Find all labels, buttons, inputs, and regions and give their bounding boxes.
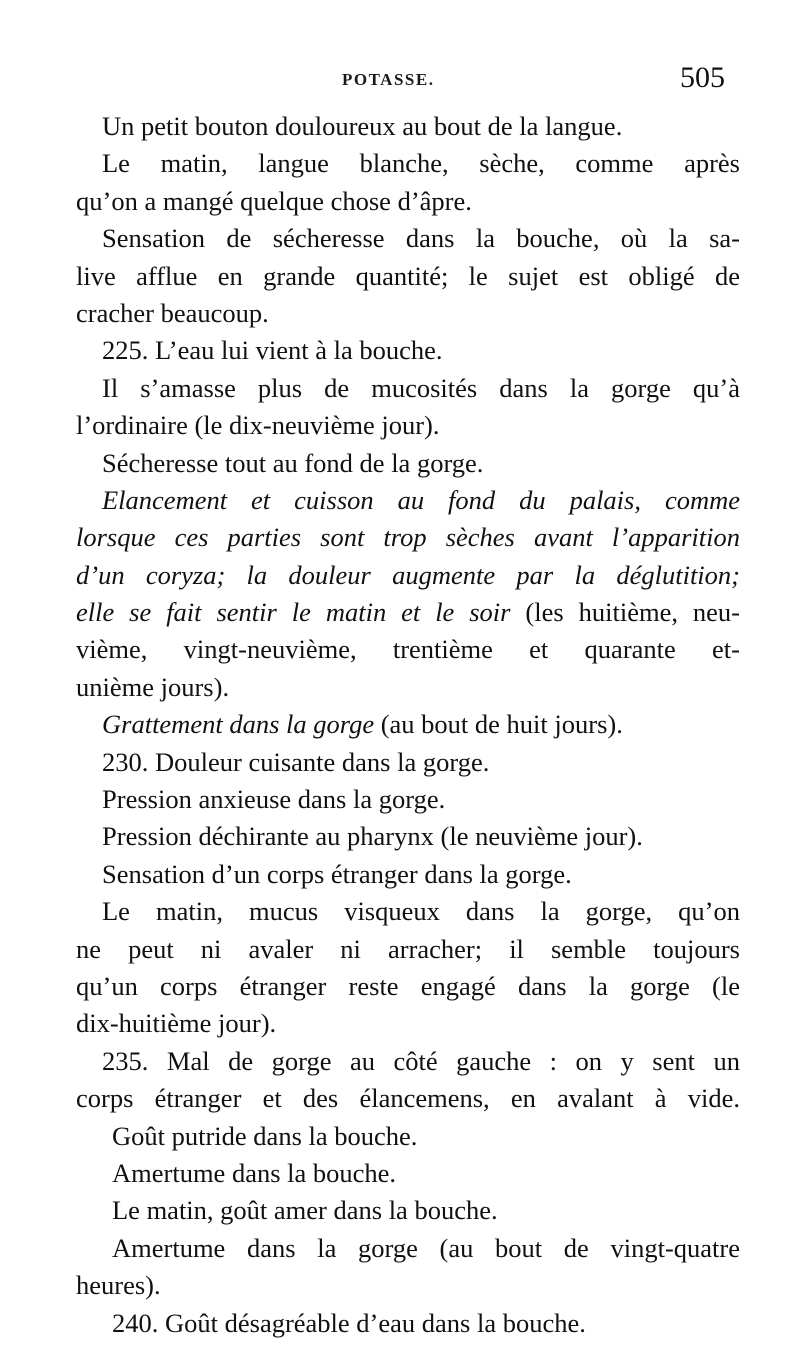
text-line: Elancement et cuisson au fond du palais, comme — [102, 484, 740, 515]
text-line: 235. Mal de gorge au côté gauche : on y sent un — [102, 1045, 740, 1076]
text-line: Il s’amasse plus de mucosités dans la gorge qu’à — [102, 372, 740, 403]
text-line: dix-huitième jour). — [76, 1008, 277, 1039]
roman-text: (les huitième, neu- — [510, 597, 741, 628]
text-line: Le matin, langue blanche, sèche, comme après — [102, 148, 740, 179]
text-line: ne peut ni avaler ni arracher; il semble toujours — [76, 933, 740, 964]
text-line — [76, 594, 740, 631]
text-line: Amertume dans la bouche. — [112, 1157, 397, 1188]
text-line: heures). — [76, 1270, 161, 1301]
text-line: Sécheresse tout au fond de la gorge. — [102, 447, 484, 478]
text-line — [76, 706, 740, 743]
text-line: Goût putride dans la bouche. — [112, 1120, 418, 1151]
text-line: Sensation de sécheresse dans la bouche, où la sa- — [102, 223, 740, 254]
text-line: d’un coryza; la douleur augmente par la déglutition; — [76, 559, 740, 590]
text-line: 225. L’eau lui vient à la bouche. — [102, 335, 443, 366]
text-line: Le matin, mucus visqueux dans la gorge, qu’on — [102, 896, 740, 927]
roman-text: (au bout de huit jours). — [374, 709, 623, 740]
italic-text: Grattement dans la gorge — [102, 709, 375, 740]
text-line: vième, vingt-neuvième, trentième et quarante et- — [76, 634, 740, 665]
text-line: live afflue en grande quantité; le sujet est obligé de — [76, 260, 740, 291]
text-line: lorsque ces parties sont trop sèches avant l’apparition — [76, 522, 740, 553]
body-text — [76, 108, 740, 1342]
running-head: POTASSE. — [342, 70, 435, 89]
text-line: Amertume dans la gorge (au bout de vingt-quatre — [112, 1232, 740, 1263]
text-line: corps étranger et des élancemens, en avalant à vide. — [76, 1083, 740, 1114]
text-line: Pression déchirante au pharynx (le neuvième jour). — [102, 821, 643, 852]
text-line: 230. Douleur cuisante dans la gorge. — [102, 746, 490, 777]
text-line: qu’on a mangé quelque chose d’âpre. — [76, 185, 472, 216]
text-line: 240. Goût désagréable d’eau dans la bouche. — [112, 1307, 586, 1338]
text-line: Un petit bouton douloureux au bout de la langue. — [102, 111, 623, 141]
page-number: 505 — [680, 61, 725, 94]
text-line: Pression anxieuse dans la gorge. — [102, 784, 446, 815]
text-line: qu’un corps étranger reste engagé dans la gorge (le — [76, 970, 740, 1001]
text-line: unième jours). — [76, 671, 230, 702]
italic-text: elle se fait sentir le matin et le soir — [76, 597, 511, 628]
text-line: Le matin, goût amer dans la bouche. — [112, 1195, 498, 1226]
page-header — [0, 58, 800, 98]
text-line: Sensation d’un corps étranger dans la gorge. — [102, 858, 572, 889]
text-line: l’ordinaire (le dix-neuvième jour). — [76, 410, 440, 441]
text-line: cracher beaucoup. — [76, 297, 269, 328]
